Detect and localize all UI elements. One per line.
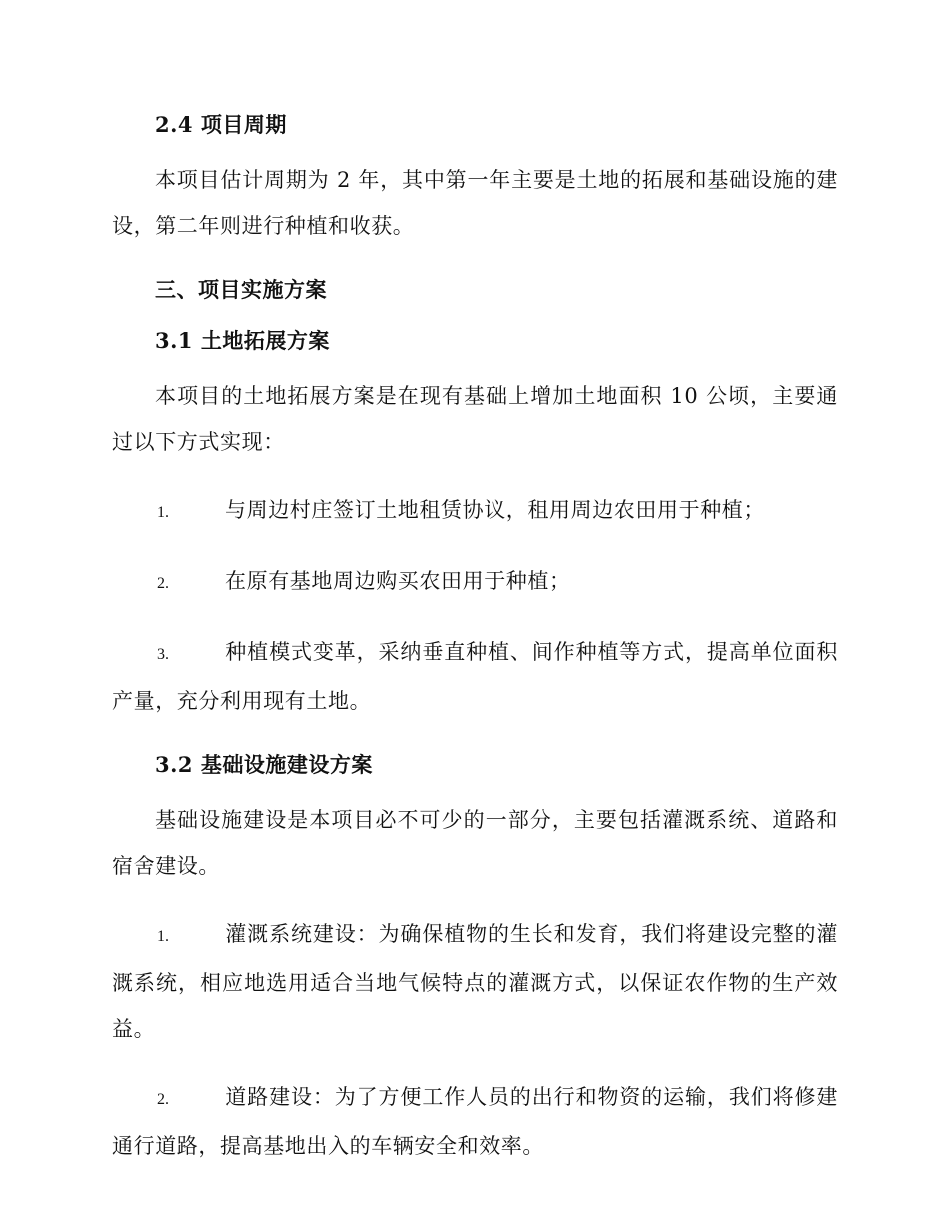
list-item-text: 在原有基地周边购买农田用于种植； bbox=[225, 569, 571, 593]
section-heading-3-2: 3.2 基础设施建设方案 bbox=[155, 752, 373, 777]
list-item-text: 灌溉系统建设：为确保植物的生长和发育，我们将建设完整的灌溉系统，相应地选用适合当地气候特点的灌溉方式，以保证农作物的生产效益。 bbox=[112, 922, 838, 1041]
paragraph-infrastructure: 基础设施建设是本项目必不可少的一部分，主要包括灌溉系统、道路和宿舍建设。 bbox=[112, 808, 838, 878]
list-item-text: 道路建设：为了方便工作人员的出行和物资的运输，我们将修建通行道路，提高基地出入的车辆安全和效率。 bbox=[112, 1085, 838, 1158]
list-item bbox=[112, 1074, 838, 1169]
list-item bbox=[112, 911, 838, 1052]
section-heading-3: 三、项目实施方案 bbox=[155, 277, 327, 302]
list-number: 1. bbox=[157, 928, 169, 945]
list-number: 2. bbox=[157, 1091, 169, 1108]
section-heading-2-4: 2.4 项目周期 bbox=[155, 112, 287, 137]
list-item bbox=[112, 629, 838, 724]
list-item bbox=[112, 487, 838, 536]
paragraph-land-expansion: 本项目的土地拓展方案是在现有基础上增加土地面积 10 公顷，主要通过以下方式实现： bbox=[112, 384, 838, 454]
list-number: 1. bbox=[157, 504, 169, 521]
section-heading-3-1: 3.1 土地拓展方案 bbox=[155, 328, 330, 353]
list-number: 3. bbox=[157, 646, 169, 663]
list-item-text: 与周边村庄签订土地租赁协议，租用周边农田用于种植； bbox=[225, 498, 765, 522]
list-number: 2. bbox=[157, 575, 169, 592]
paragraph-project-cycle: 本项目估计周期为 2 年，其中第一年主要是土地的拓展和基础设施的建设，第二年则进行种植和收获。 bbox=[112, 168, 838, 238]
list-item-text: 种植模式变革，采纳垂直种植、间作种植等方式，提高单位面积产量，充分利用现有土地。 bbox=[112, 640, 838, 713]
list-item bbox=[112, 558, 838, 607]
